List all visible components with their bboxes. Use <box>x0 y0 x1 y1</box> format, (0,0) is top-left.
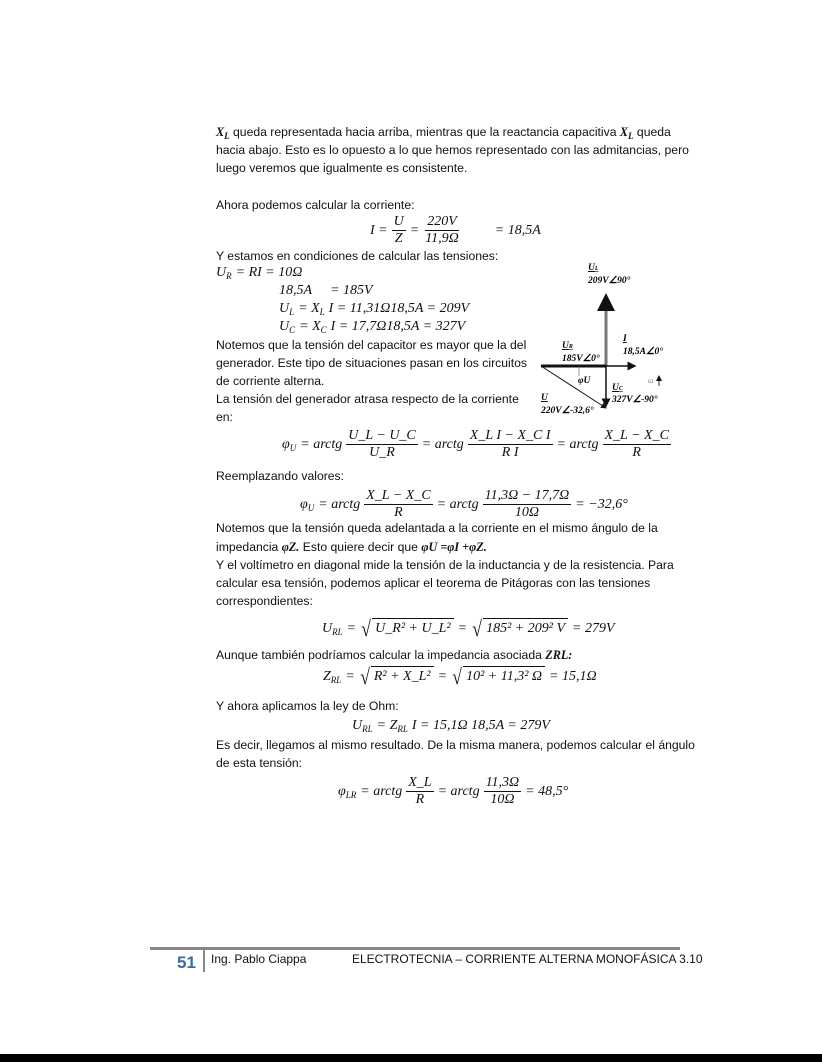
svg-text:327V∠-90°: 327V∠-90° <box>612 395 658 405</box>
phasor-diagram <box>520 250 680 430</box>
svg-text:φU: φU <box>578 376 591 386</box>
paragraph-line: calcular esa tensión, podemos aplicar el teorema de Pitágoras con las tensiones <box>216 576 651 590</box>
svg-text:UR: UR <box>562 341 573 351</box>
equation-phi-u: $\varphi_U$ = arctg $\frac{U\_L - U\_C}{U\_R}$ = arctg $\frac{\text{X\_L I − X\_C I}}{\text{R I}}$ = arctg X_L − X_C R <box>282 428 669 460</box>
footer-divider <box>150 947 680 950</box>
paragraph-line: Ahora podemos calcular la corriente: <box>216 198 415 212</box>
paragraph-line: luego veremos que igualmente es consistente. <box>216 161 468 175</box>
svg-text:209V∠90°: 209V∠90° <box>588 276 631 286</box>
paragraph-line: $X_L$ queda representada hacia arriba, mientras que la reactancia capacitiva $X_L$ queda <box>216 125 671 141</box>
bottom-edge <box>0 1054 822 1062</box>
paragraph-line: Y ahora aplicamos la ley de Ohm: <box>216 699 399 713</box>
equation-ul: $U_L$ = $X_L$ I = 11,31Ω18,5A = 209V <box>279 301 470 317</box>
equation-ur: $U_R$ = RI = 10Ω <box>216 265 303 281</box>
paragraph-line: Reemplazando valores: <box>216 469 345 483</box>
paragraph-line: Y estamos en condiciones de calcular las tensiones: <box>216 249 499 263</box>
svg-text:18,5A∠0°: 18,5A∠0° <box>623 347 664 357</box>
paragraph-line: de corriente alterna. <box>216 374 325 388</box>
paragraph-line: de esta tensión: <box>216 756 303 770</box>
paragraph-line: generador. Este tipo de situaciones pasan en los circuitos <box>216 356 527 370</box>
paragraph-line: Y el voltímetro en diagonal mide la tensión de la inductancia y de la resistencia. Para <box>216 558 674 572</box>
equation-ur-cont: 18,5A = 185V <box>279 283 373 298</box>
equation-current: I = $\frac{U}{Z}$ = $\frac{220V}{11,9\Omega}$ = 18,5A <box>370 214 541 246</box>
svg-text:U: U <box>541 393 548 403</box>
footer-title: ELECTROTECNIA – CORRIENTE ALTERNA MONOFÁSICA 3.10 <box>352 952 703 966</box>
equation-ohm: $U_{RL}$ = $Z_{RL}$ I = 15,1Ω 18,5A = 279V <box>352 718 550 734</box>
svg-text:UC: UC <box>612 383 623 393</box>
paragraph-line: Es decir, llegamos al mismo resultado. De la misma manera, podemos calcular el ángulo <box>216 738 695 752</box>
u-phasor <box>541 366 606 408</box>
paragraph-line: impedancia φZ. Esto quiere decir que φU =φI +φZ. <box>216 540 487 554</box>
footer-separator <box>203 950 205 972</box>
paragraph-line: correspondientes: <box>216 594 313 608</box>
equation-phi-u-values: $\varphi_U$ = arctg $\frac{X\_L - X\_C}{R}$ = arctg $\frac{11,3\Omega - 17,7\Omega}{10\Omega}$ = −32,6° <box>300 488 628 520</box>
paragraph-line: en: <box>216 410 233 424</box>
equation-uc: $U_C$ = $X_C$ I = 17,7Ω18,5A = 327V <box>279 319 466 335</box>
svg-text:220V∠-32,6°: 220V∠-32,6° <box>541 406 594 416</box>
svg-text:ω: ω <box>648 378 654 385</box>
paragraph-line: Aunque también podríamos calcular la impedancia asociada ZRL: <box>216 648 573 662</box>
paragraph-line: hacia abajo. Esto es lo opuesto a lo que hemos representado con las admitancias, pero <box>216 143 689 157</box>
equation-url: $U_{RL}$ = √ U_R² + U_L² = √ 185² + 209² V = 279V <box>322 616 615 641</box>
svg-text:185V∠0°: 185V∠0° <box>562 354 600 364</box>
xl-symbol: $X_L$ <box>216 125 230 141</box>
equation-zrl: $Z_{RL}$ = √ R² + X_L² = √ 10² + 11,3² Ω = 15,1Ω <box>323 664 597 689</box>
equation-phi-lr: $\varphi_{LR}$ = arctg $\frac{X\_L}{R}$ = arctg $\frac{11,3\Omega}{10\Omega}$ = 48,5° <box>338 775 569 807</box>
svg-text:UL: UL <box>588 263 599 273</box>
page-number: 51 <box>177 953 196 972</box>
paragraph-line: La tensión del generador atrasa respecto de la corriente <box>216 392 519 406</box>
footer-author: Ing. Pablo Ciappa <box>211 952 307 966</box>
paragraph-line: Notemos que la tensión del capacitor es mayor que la del <box>216 338 527 352</box>
svg-text:I: I <box>623 334 627 344</box>
paragraph-line: Notemos que la tensión queda adelantada a la corriente en el mismo ángulo de la <box>216 521 658 535</box>
